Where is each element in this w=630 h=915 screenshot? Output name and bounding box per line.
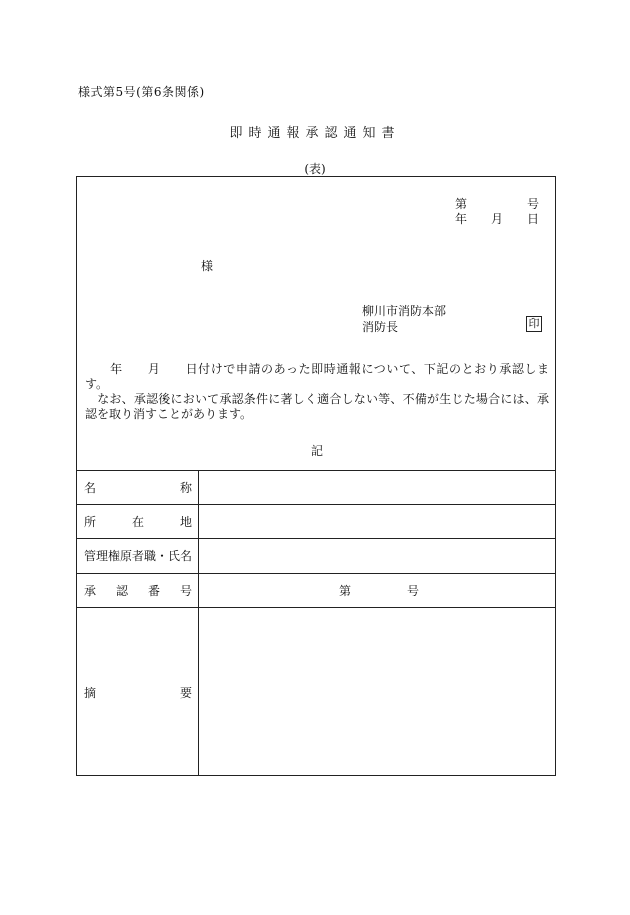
- notice-number-prefix: 第: [455, 197, 468, 211]
- label-name: [84, 470, 192, 504]
- label-char: 在: [131, 514, 144, 529]
- addressee: 様: [201, 259, 214, 273]
- form-frame: [76, 176, 556, 776]
- label-summary: [84, 607, 192, 777]
- label-char: 番: [147, 583, 160, 598]
- label-char: 称: [179, 480, 192, 495]
- label-text: 管理権原者職・氏名: [84, 549, 193, 563]
- approval-number-suffix: 号: [406, 583, 419, 598]
- notice-body: [85, 362, 549, 422]
- value-location-cell[interactable]: [199, 505, 556, 538]
- form-number: 様式第5号(第6条関係): [78, 85, 205, 99]
- label-char: 承: [84, 583, 97, 598]
- document-title: 即時通報承認通知書: [229, 126, 401, 141]
- label-manager: [84, 538, 192, 573]
- label-char: 摘: [84, 685, 97, 700]
- notice-body-line-1: 年 月 日付けで申請のあった即時通報について、下記のとおり承認します。: [85, 362, 549, 391]
- value-approval-number: [339, 573, 419, 607]
- ki-mark: 記: [310, 444, 323, 458]
- issuer-title: 消防長: [362, 320, 399, 334]
- label-approval-number: [84, 573, 192, 607]
- date-day: 日: [526, 212, 539, 226]
- label-location: [84, 504, 192, 538]
- issuer-organization: 柳川市消防本部: [362, 304, 447, 318]
- notice-body-line-2: なお、承認後において承認条件に著しく適合しない等、不備が生じた場合には、承認を取り消すことがあります。: [85, 392, 549, 421]
- date-month: 月: [490, 212, 503, 226]
- notice-number-suffix: 号: [526, 197, 539, 211]
- date-year: 年: [455, 212, 468, 226]
- label-char: 要: [179, 685, 192, 700]
- value-summary-cell[interactable]: [199, 608, 556, 776]
- label-char: 認: [115, 583, 128, 598]
- value-name-cell[interactable]: [199, 471, 556, 504]
- label-char: 所: [84, 514, 97, 529]
- face-label: (表): [304, 162, 326, 176]
- label-char: 地: [179, 514, 192, 529]
- value-manager-cell[interactable]: [199, 539, 556, 573]
- seal-mark: 印: [526, 316, 542, 332]
- approval-number-prefix: 第: [339, 583, 352, 598]
- label-char: 号: [179, 583, 192, 598]
- label-char: 名: [84, 480, 97, 495]
- notice-date: [455, 210, 539, 227]
